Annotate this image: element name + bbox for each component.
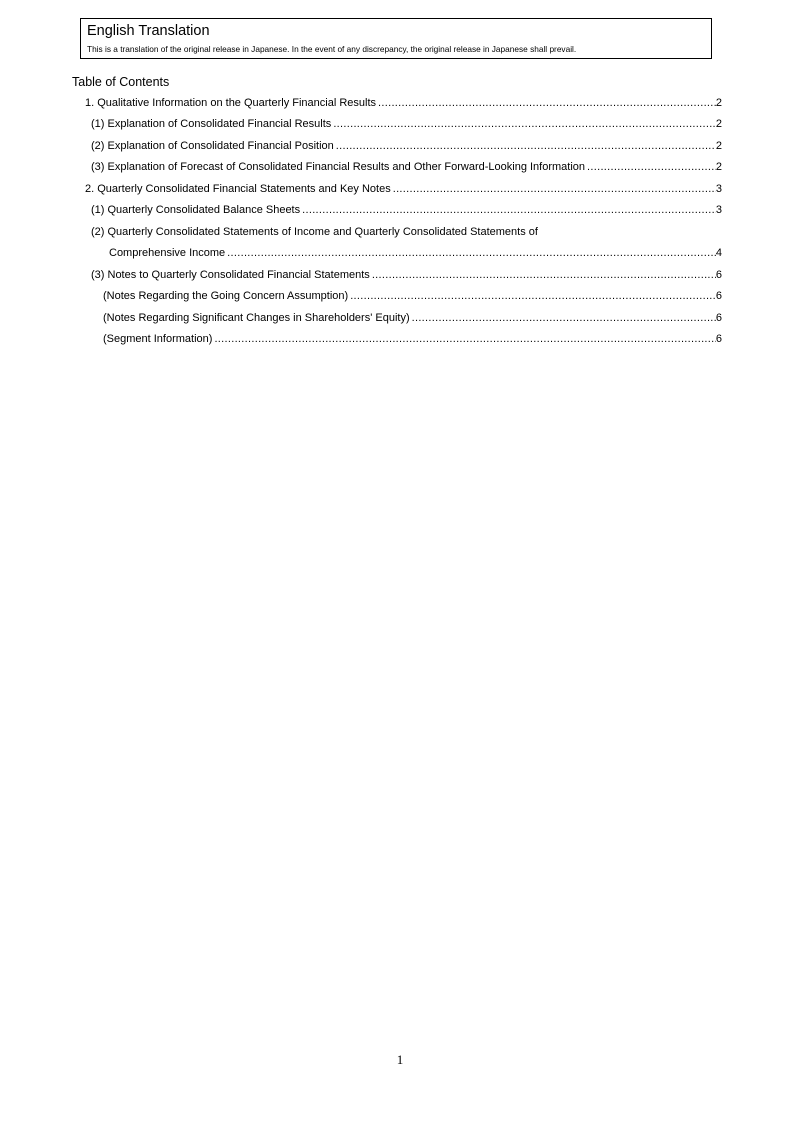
toc-entry-title: (1) Quarterly Consolidated Balance Sheets bbox=[91, 204, 301, 216]
toc-leader-dots bbox=[587, 159, 716, 175]
toc-entry-page: 2 bbox=[715, 118, 722, 130]
toc-entry-page: 6 bbox=[715, 333, 722, 345]
toc-entry-note-segment-information[interactable] bbox=[103, 331, 722, 347]
toc-entry-title-continuation: Comprehensive Income bbox=[109, 247, 226, 259]
toc-entry-page: 6 bbox=[715, 269, 722, 281]
toc-entry-title: (1) Explanation of Consolidated Financial Results bbox=[91, 118, 332, 130]
toc-entry-section-2-3[interactable] bbox=[91, 267, 722, 283]
toc-leader-dots bbox=[227, 245, 716, 261]
toc-entry-section-1-2[interactable] bbox=[91, 138, 722, 154]
toc-entry-title: (Notes Regarding the Going Concern Assumption) bbox=[103, 290, 349, 302]
toc-entry-page: 6 bbox=[715, 312, 722, 324]
translation-notice-box bbox=[80, 18, 712, 59]
toc-leader-dots bbox=[372, 267, 716, 283]
toc-leader-dots bbox=[302, 202, 716, 218]
toc-leader-dots bbox=[393, 181, 716, 197]
toc-entry-section-1-3[interactable] bbox=[91, 159, 722, 175]
toc-entry-section-2-2[interactable] bbox=[109, 245, 722, 261]
toc-entry-page: 3 bbox=[715, 183, 722, 195]
toc-entry-section-2-1[interactable] bbox=[91, 202, 722, 218]
toc-leader-dots bbox=[412, 310, 716, 326]
toc-entry-page: 2 bbox=[715, 161, 722, 173]
toc-entry-section-2-2-title[interactable]: (2) Quarterly Consolidated Statements of Income and Quarterly Consolidated Statements of bbox=[91, 226, 538, 238]
toc-heading: Table of Contents bbox=[72, 75, 170, 89]
toc-leader-dots bbox=[333, 116, 716, 132]
toc-entry-page: 2 bbox=[715, 97, 722, 109]
toc-entry-page: 2 bbox=[715, 140, 722, 152]
translation-notice-title: English Translation bbox=[87, 23, 210, 39]
page-number: 1 bbox=[396, 1052, 404, 1067]
toc-entry-title: (3) Explanation of Forecast of Consolidated Financial Results and Other Forward-Looking Information bbox=[91, 161, 586, 173]
toc-entry-page: 6 bbox=[715, 290, 722, 302]
toc-entry-section-2[interactable] bbox=[85, 181, 722, 197]
toc-entry-note-going-concern[interactable] bbox=[103, 288, 722, 304]
translation-notice-text: This is a translation of the original release in Japanese. In the event of any discrepancy, the original release in Japanese shall prevail. bbox=[87, 44, 577, 54]
toc-entry-title: (2) Explanation of Consolidated Financial Position bbox=[91, 140, 334, 152]
toc-entry-title: (Segment Information) bbox=[103, 333, 213, 345]
toc-entry-title: (3) Notes to Quarterly Consolidated Financial Statements bbox=[91, 269, 370, 281]
toc-entry-title: 1. Qualitative Information on the Quarterly Financial Results bbox=[85, 97, 377, 109]
toc-entry-title: 2. Quarterly Consolidated Financial Statements and Key Notes bbox=[85, 183, 391, 195]
toc-leader-dots bbox=[214, 331, 715, 347]
toc-entry-note-shareholders-equity[interactable] bbox=[103, 310, 722, 326]
toc-entry-page: 4 bbox=[715, 247, 722, 259]
toc-leader-dots bbox=[378, 95, 716, 111]
toc-leader-dots bbox=[336, 138, 716, 154]
toc-leader-dots bbox=[350, 288, 716, 304]
toc-entry-title: (Notes Regarding Significant Changes in Shareholders' Equity) bbox=[103, 312, 410, 324]
toc-entry-section-1[interactable] bbox=[85, 95, 722, 111]
toc-entry-section-1-1[interactable] bbox=[91, 116, 722, 132]
toc-entry-page: 3 bbox=[715, 204, 722, 216]
